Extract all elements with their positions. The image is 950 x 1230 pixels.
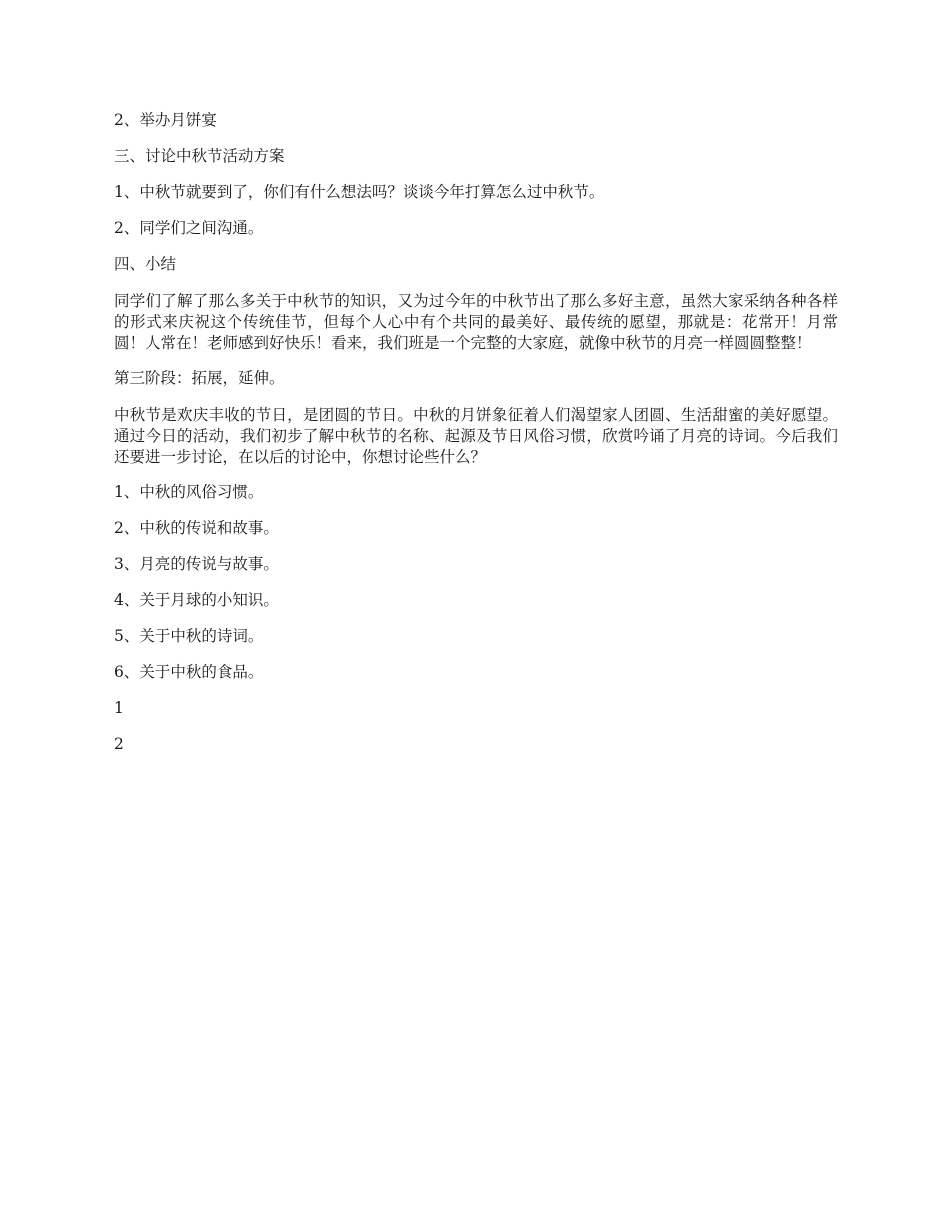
list-item-communication: 2、同学们之间沟通。 <box>114 219 264 237</box>
section-heading-summary: 四、小结 <box>114 255 177 273</box>
list-item-moon-legends: 3、月亮的传说与故事。 <box>114 555 279 573</box>
extension-paragraph: 中秋节是欢庆丰收的节日，是团圆的节日。中秋的月饼象征着人们渴望家人团圆、生活甜蜜的美好愿望。通过今日的活动，我们初步了解中秋节的名称、起源及节日风俗习惯，欣赏吟诵了月亮的诗词。今后我们还要进一步讨论，在以后的讨论中，你想讨论些什么？ <box>114 406 838 466</box>
list-item-legends: 2、中秋的传说和故事。 <box>114 519 279 537</box>
trailing-number-2: 2 <box>114 735 124 753</box>
stage-heading-extension: 第三阶段：拓展，延伸。 <box>114 369 285 387</box>
section-heading-discussion: 三、讨论中秋节活动方案 <box>114 147 285 165</box>
list-item-poems: 5、关于中秋的诗词。 <box>114 627 264 645</box>
list-item-ideas: 1、中秋节就要到了，你们有什么想法吗？谈谈今年打算怎么过中秋节。 <box>114 183 605 201</box>
document-page <box>114 111 838 771</box>
summary-paragraph: 同学们了解了那么多关于中秋节的知识，又为过今年的中秋节出了那么多好主意，虽然大家采纳各种各样的形式来庆祝这个传统佳节，但每个人心中有个共同的最美好、最传统的愿望，那就是：花常开！月常圆！人常在！老师感到好快乐！看来，我们班是一个完整的大家庭，就像中秋节的月亮一样圆圆整整！ <box>114 292 838 352</box>
list-item-foods: 6、关于中秋的食品。 <box>114 663 264 681</box>
list-item-customs: 1、中秋的风俗习惯。 <box>114 483 264 501</box>
list-item-mooncake-banquet: 2、举办月饼宴 <box>114 111 217 129</box>
trailing-number-1: 1 <box>114 699 124 717</box>
list-item-moon-knowledge: 4、关于月球的小知识。 <box>114 591 279 609</box>
